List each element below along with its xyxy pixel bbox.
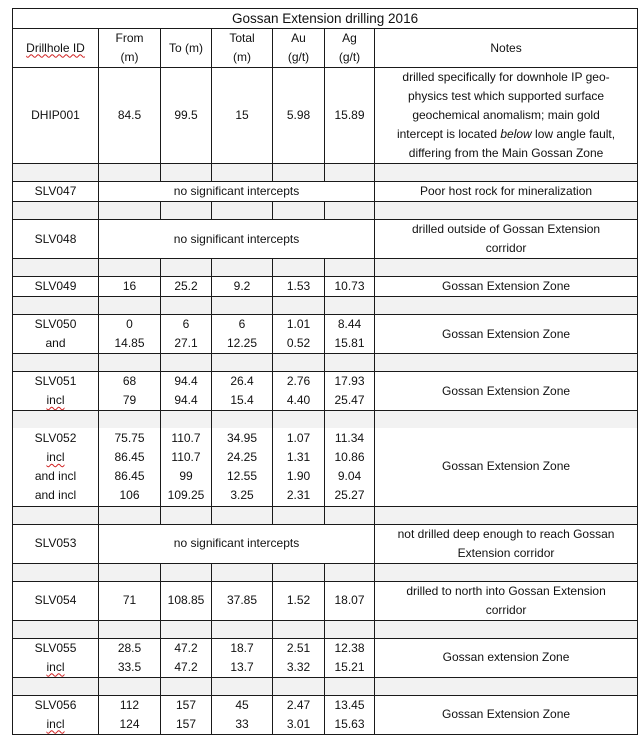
notes-cell: Gossan Extension Zone — [375, 315, 638, 354]
ag-value: 12.38 15.21 — [325, 638, 375, 677]
to-value: 99.5 — [161, 68, 212, 164]
to-value: 6 27.1 — [161, 315, 212, 354]
header-total: Total (m) — [212, 29, 273, 68]
header-au: Au (g/t) — [273, 29, 325, 68]
au-value: 1.07 1.31 1.90 2.31 — [273, 428, 325, 506]
table-row — [13, 638, 638, 677]
spacer-row — [13, 354, 638, 372]
notes-cell: drilled specifically for downhole IP geo- physics test which supported surface geochemical anomalism; main gold intercept is located below low angle fault, differing from the Main Gossan Zone — [375, 68, 638, 164]
ag-value: 8.44 15.81 — [325, 315, 375, 354]
no-intercepts-cell: no significant intercepts — [99, 524, 375, 563]
total-value: 6 12.25 — [212, 315, 273, 354]
spacer-row — [13, 202, 638, 220]
au-value: 1.53 — [273, 277, 325, 297]
table-title: Gossan Extension drilling 2016 — [13, 9, 638, 29]
from-value: 16 — [99, 277, 161, 297]
from-value: 68 79 — [99, 372, 161, 411]
au-value: 2.51 3.32 — [273, 638, 325, 677]
to-value: 47.2 47.2 — [161, 638, 212, 677]
table-row — [13, 277, 638, 297]
table-row — [13, 524, 638, 563]
to-value: 157 157 — [161, 695, 212, 734]
drillhole-id: SLV049 — [13, 277, 99, 297]
no-intercepts-cell: no significant intercepts — [99, 182, 375, 202]
table-row — [13, 182, 638, 202]
spacer-row — [13, 297, 638, 315]
total-value: 18.7 13.7 — [212, 638, 273, 677]
header-from: From (m) — [99, 29, 161, 68]
total-value: 37.85 — [212, 581, 273, 620]
table-row — [13, 372, 638, 411]
table-row — [13, 695, 638, 734]
notes-cell: drilled to north into Gossan Extension corridor — [375, 581, 638, 620]
au-value: 2.47 3.01 — [273, 695, 325, 734]
drillhole-id: DHIP001 — [13, 68, 99, 164]
total-value: 9.2 — [212, 277, 273, 297]
from-value: 0 14.85 — [99, 315, 161, 354]
to-value: 94.4 94.4 — [161, 372, 212, 411]
spacer-row — [13, 259, 638, 277]
from-value: 28.5 33.5 — [99, 638, 161, 677]
drillhole-id: SLV048 — [13, 220, 99, 259]
notes-cell: drilled outside of Gossan Extension corridor — [375, 220, 638, 259]
from-value: 112 124 — [99, 695, 161, 734]
total-value: 26.4 15.4 — [212, 372, 273, 411]
notes-cell: Poor host rock for mineralization — [375, 182, 638, 202]
spacer-row — [13, 620, 638, 638]
ag-value: 11.34 10.86 9.04 25.27 — [325, 428, 375, 506]
spacer-row — [13, 164, 638, 182]
au-value: 1.52 — [273, 581, 325, 620]
header-row — [13, 29, 638, 68]
drillhole-id: SLV056 incl — [13, 695, 99, 734]
from-value: 84.5 — [99, 68, 161, 164]
table-row — [13, 68, 638, 164]
total-value: 15 — [212, 68, 273, 164]
notes-cell: not drilled deep enough to reach Gossan Extension corridor — [375, 524, 638, 563]
drillhole-id: SLV052 incl and incl and incl — [13, 428, 99, 506]
total-value: 34.95 24.25 12.55 3.25 — [212, 428, 273, 506]
drillhole-id: SLV053 — [13, 524, 99, 563]
spacer-row — [13, 411, 638, 429]
notes-cell: Gossan extension Zone — [375, 638, 638, 677]
table-row — [13, 315, 638, 354]
ag-value: 18.07 — [325, 581, 375, 620]
header-drillhole-id: Drillhole ID — [13, 29, 99, 68]
from-value: 75.75 86.45 86.45 106 — [99, 428, 161, 506]
header-to: To (m) — [161, 29, 212, 68]
no-intercepts-cell: no significant intercepts — [99, 220, 375, 259]
notes-cell: Gossan Extension Zone — [375, 695, 638, 734]
header-notes: Notes — [375, 29, 638, 68]
drillhole-id: SLV054 — [13, 581, 99, 620]
table-row — [13, 581, 638, 620]
from-value: 71 — [99, 581, 161, 620]
drilling-results-table — [12, 8, 638, 735]
au-value: 2.76 4.40 — [273, 372, 325, 411]
ag-value: 15.89 — [325, 68, 375, 164]
ag-value: 17.93 25.47 — [325, 372, 375, 411]
notes-cell: Gossan Extension Zone — [375, 372, 638, 411]
spacer-row — [13, 563, 638, 581]
table-row — [13, 428, 638, 506]
to-value: 25.2 — [161, 277, 212, 297]
drillhole-id: SLV051 incl — [13, 372, 99, 411]
notes-cell: Gossan Extension Zone — [375, 277, 638, 297]
ag-value: 10.73 — [325, 277, 375, 297]
drillhole-id: SLV050 and — [13, 315, 99, 354]
table-row — [13, 220, 638, 259]
drillhole-id: SLV047 — [13, 182, 99, 202]
to-value: 110.7 110.7 99 109.25 — [161, 428, 212, 506]
total-value: 45 33 — [212, 695, 273, 734]
to-value: 108.85 — [161, 581, 212, 620]
notes-cell: Gossan Extension Zone — [375, 428, 638, 506]
drillhole-id: SLV055 incl — [13, 638, 99, 677]
spacer-row — [13, 677, 638, 695]
au-value: 1.01 0.52 — [273, 315, 325, 354]
ag-value: 13.45 15.63 — [325, 695, 375, 734]
au-value: 5.98 — [273, 68, 325, 164]
header-ag: Ag (g/t) — [325, 29, 375, 68]
spacer-row — [13, 506, 638, 524]
